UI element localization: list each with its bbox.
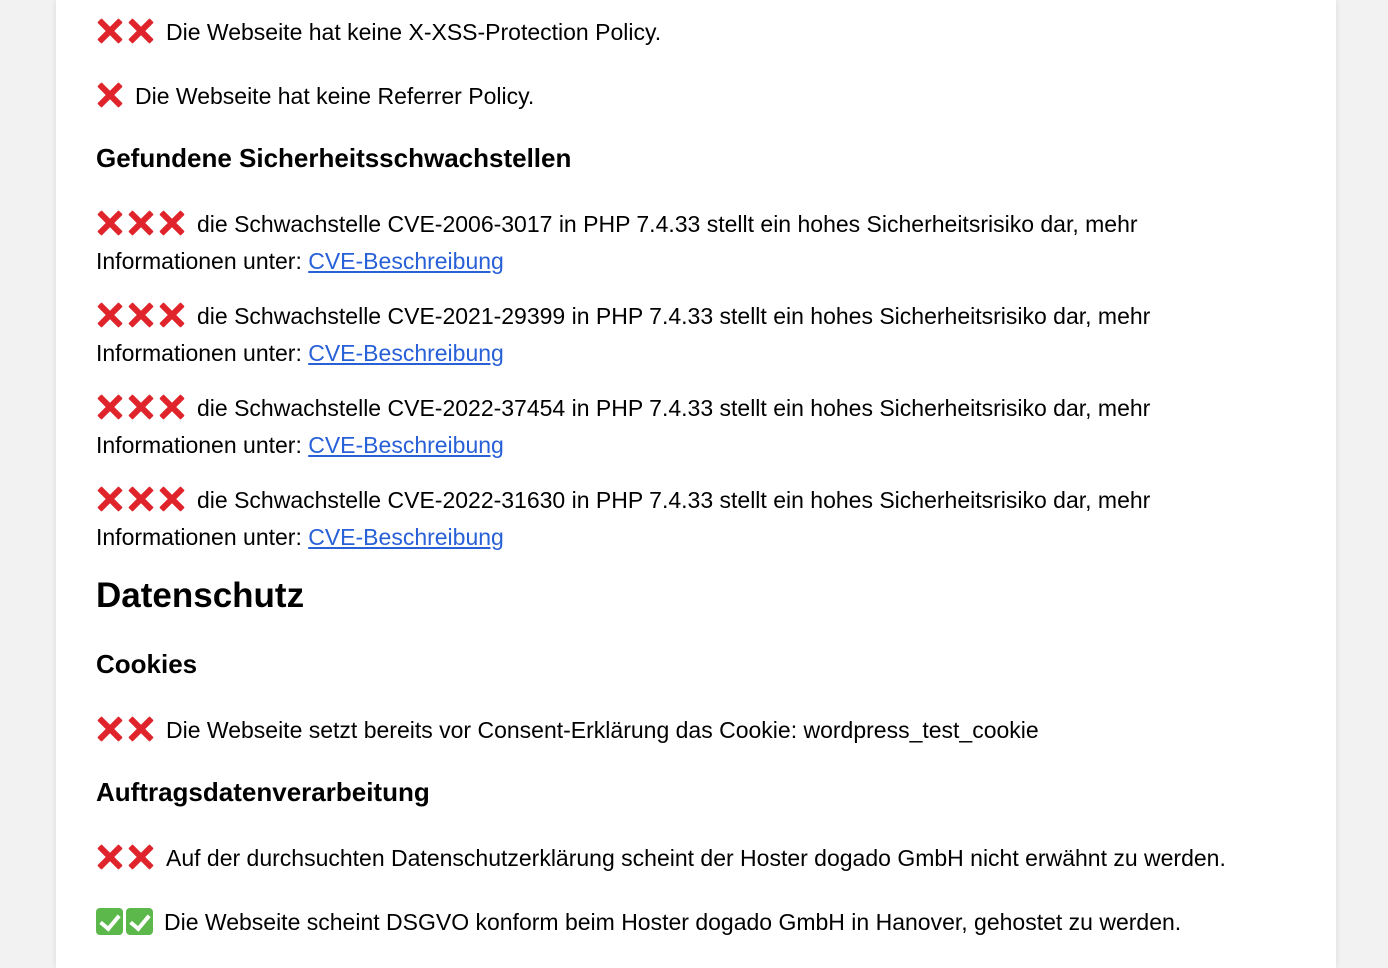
avv-heading: Auftragsdatenverarbeitung (96, 777, 430, 807)
finding-text: Die Webseite scheint DSGVO konform beim Hoster dogado GmbH in Hanover, gehostet zu werden. (164, 909, 1182, 935)
check-mark-icon (96, 908, 123, 935)
cross-mark-icon (96, 17, 124, 45)
cross-mark-icon (96, 843, 124, 871)
fail-marks (96, 17, 158, 53)
datenschutz-heading: Datenschutz (96, 576, 305, 615)
referrer-policy-finding (96, 80, 534, 117)
vulnerability-item (96, 300, 1256, 369)
vulnerability-item (96, 392, 1256, 461)
cookie-finding (96, 714, 1039, 751)
finding-text: Auf der durchsuchten Datenschutzerklärung scheint der Hoster dogado GmbH nicht erwähnt zu werden. (166, 845, 1226, 871)
vulnerability-text: die Schwachstelle CVE-2006-3017 in PHP 7.4.33 stellt ein hohes Sicherheitsrisiko dar, mehr Informationen unter: (96, 211, 1138, 274)
cross-mark-icon (127, 209, 155, 237)
cross-mark-icon (158, 393, 186, 421)
cve-description-link[interactable]: CVE-Beschreibung (308, 248, 504, 274)
vulnerability-item (96, 208, 1256, 277)
vulnerabilities-heading: Gefundene Sicherheitsschwachstellen (96, 143, 572, 173)
check-mark-icon (126, 908, 153, 935)
fail-marks (96, 393, 189, 429)
fail-marks (96, 301, 189, 337)
cross-mark-icon (158, 301, 186, 329)
cve-description-link[interactable]: CVE-Beschreibung (308, 524, 504, 550)
cross-mark-icon (96, 209, 124, 237)
fail-marks (96, 209, 189, 245)
cross-mark-icon (127, 17, 155, 45)
hoster-dsgvo-finding (96, 906, 1181, 943)
fail-marks (96, 715, 158, 751)
cross-mark-icon (158, 209, 186, 237)
finding-text: Die Webseite hat keine Referrer Policy. (135, 83, 535, 109)
vulnerability-text: die Schwachstelle CVE-2021-29399 in PHP 7.4.33 stellt ein hohes Sicherheitsrisiko dar, mehr Informationen unter: (96, 303, 1151, 366)
fail-marks (96, 81, 127, 117)
cross-mark-icon (127, 715, 155, 743)
cross-mark-icon (158, 485, 186, 513)
fail-marks (96, 843, 158, 879)
cve-description-link[interactable]: CVE-Beschreibung (308, 432, 504, 458)
cross-mark-icon (96, 485, 124, 513)
report-page (56, 0, 1336, 968)
cross-mark-icon (96, 393, 124, 421)
cross-mark-icon (127, 301, 155, 329)
cross-mark-icon (127, 843, 155, 871)
cross-mark-icon (96, 301, 124, 329)
finding-text: Die Webseite setzt bereits vor Consent-Erklärung das Cookie: wordpress_test_cookie (166, 717, 1039, 743)
finding-text: Die Webseite hat keine X-XSS-Protection Policy. (166, 19, 662, 45)
vulnerability-text: die Schwachstelle CVE-2022-37454 in PHP 7.4.33 stellt ein hohes Sicherheitsrisiko dar, mehr Informationen unter: (96, 395, 1151, 458)
vulnerability-text: die Schwachstelle CVE-2022-31630 in PHP 7.4.33 stellt ein hohes Sicherheitsrisiko dar, mehr Informationen unter: (96, 487, 1151, 550)
pass-marks (96, 908, 156, 943)
cross-mark-icon (127, 485, 155, 513)
xxss-policy-finding (96, 16, 661, 53)
cookies-heading: Cookies (96, 649, 198, 679)
cve-description-link[interactable]: CVE-Beschreibung (308, 340, 504, 366)
cross-mark-icon (96, 715, 124, 743)
vulnerability-item (96, 484, 1256, 553)
cross-mark-icon (96, 81, 124, 109)
fail-marks (96, 485, 189, 521)
hoster-privacy-finding (96, 842, 1226, 879)
cross-mark-icon (127, 393, 155, 421)
